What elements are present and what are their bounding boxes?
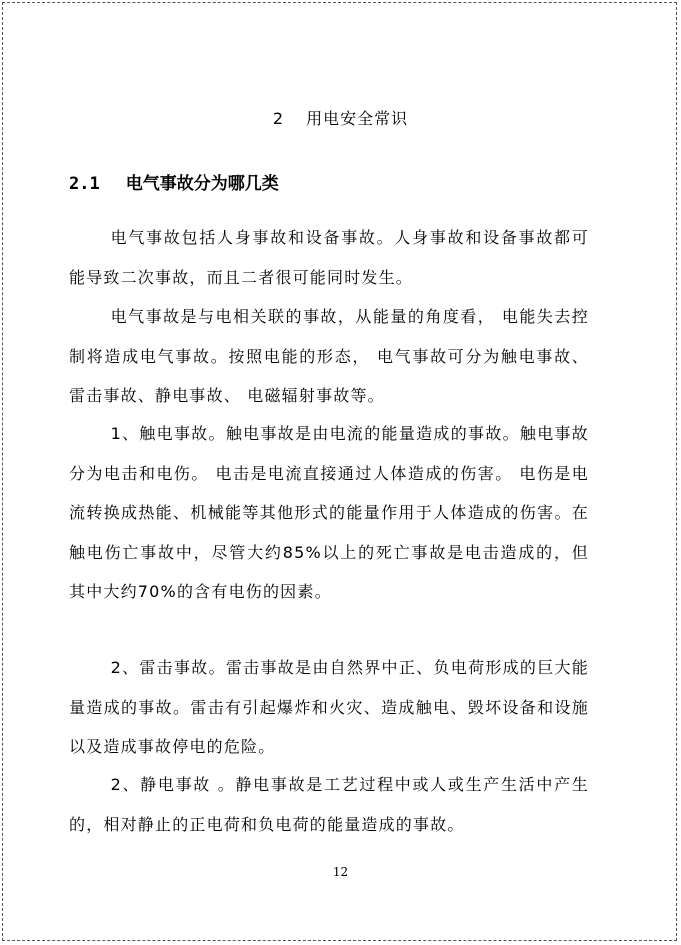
paragraph-block-electric-shock bbox=[69, 414, 589, 612]
document-page bbox=[2, 2, 677, 941]
paragraph-3: 1、触电事故。触电事故是由电流的能量造成的事故。触电事故分为电击和电伤。 电击是电流直接通过人体造成的伤害。 电伤是电流转换成热能、机械能等其他形式的能量作用于人体造成的伤害。在触电伤亡事故中，尽管大约85%以上的死亡事故是电击造成的，但其中大约70%的含有电伤的因素。 bbox=[69, 424, 589, 601]
page-number: 12 bbox=[332, 865, 349, 879]
paragraph-block-lightning bbox=[69, 648, 589, 767]
section-number: 2.1 bbox=[69, 174, 100, 194]
paragraph-5: 2、静电事故 。静电事故是工艺过程中或人或生产生活中产生的，相对静止的正电荷和负电荷的能量造成的事故。 bbox=[69, 775, 589, 834]
paragraph-1: 电气事故包括人身事故和设备事故。人身事故和设备事故都可能导致二次事故，而且二者很可能同时发生。 bbox=[69, 228, 589, 287]
chapter-title: 用电安全常识 bbox=[306, 109, 409, 128]
chapter-number: 2 bbox=[272, 109, 285, 128]
section-heading bbox=[69, 169, 279, 194]
paragraph-2: 电气事故是与电相关联的事故，从能量的角度看， 电能失去控制将造成电气事故。按照电能的形态， 电气事故可分为触电事故、雷击事故、静电事故、 电磁辐射事故等。 bbox=[69, 307, 589, 405]
paragraph-block-intro bbox=[69, 218, 589, 416]
section-title: 电气事故分为哪几类 bbox=[125, 174, 279, 194]
paragraph-4: 2、雷击事故。雷击事故是由自然界中正、负电荷形成的巨大能量造成的事故。雷击有引起爆炸和火灾、造成触电、毁坏设备和设施以及造成事故停电的危险。 bbox=[69, 658, 589, 756]
chapter-heading bbox=[3, 106, 678, 129]
paragraph-block-static bbox=[69, 765, 589, 844]
